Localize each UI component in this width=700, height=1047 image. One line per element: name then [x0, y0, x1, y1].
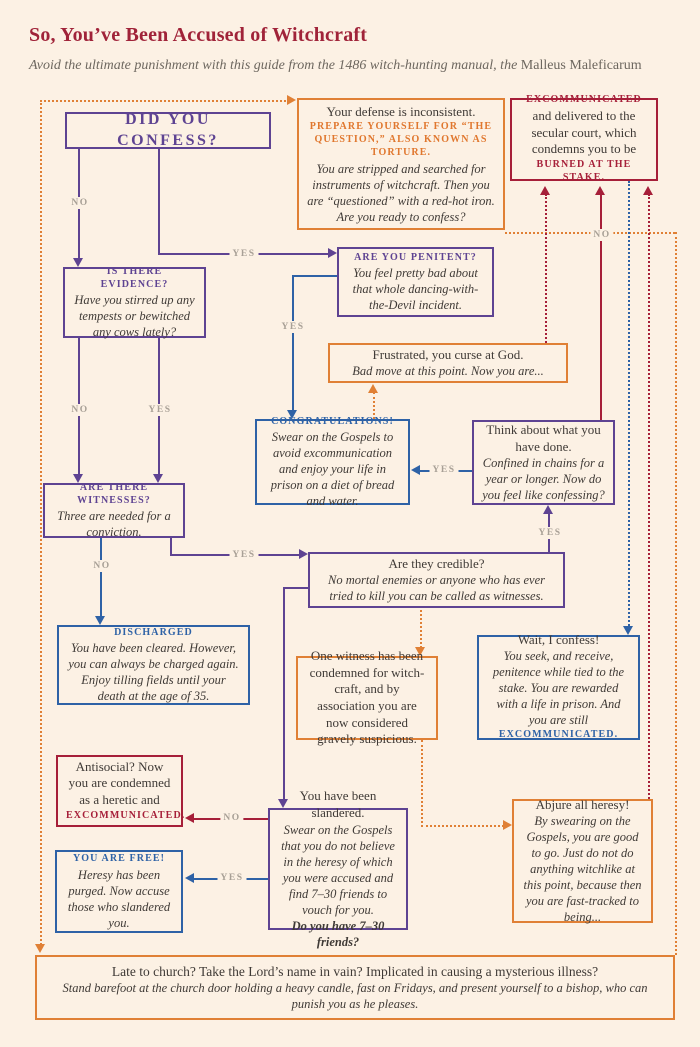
- antisocial-lead: Antisocial? Now you are condemned as a heretic and: [68, 758, 171, 807]
- torture-head: PREPARE YOURSELF FOR “THE QUESTION,” ALSO KNOWN AS TORTURE.: [309, 121, 493, 158]
- arrow-into-abjure: [503, 820, 512, 830]
- edge-confess-no-label: NO: [68, 197, 91, 209]
- witnesses-head: ARE THERE WITNESSES?: [77, 481, 151, 506]
- edge-credible-no-line-v: [283, 587, 285, 800]
- node-minor-offenses: [35, 955, 675, 1020]
- edge-slandered-no-label: NO: [220, 812, 243, 824]
- node-think-about-it: [472, 420, 615, 505]
- edge-penitent-yes-line-h: [292, 275, 337, 277]
- edge-witnesses-no-label: NO: [90, 560, 113, 572]
- evidence-head: IS THERE EVIDENCE?: [100, 265, 169, 290]
- free-head: YOU ARE FREE!: [72, 853, 166, 865]
- slandered-lead: You have been slandered.: [299, 788, 377, 820]
- torture-body: You are stripped and searched for instruments of witchcraft. Then you are “questioned” with a red-hot iron. Are you ready to confess?: [307, 161, 495, 224]
- node-one-witness-condemned: [296, 648, 438, 747]
- edge-top-dotted-line: [40, 100, 286, 102]
- arrow-into-discharged: [95, 616, 105, 625]
- arrow-into-credible: [299, 549, 308, 559]
- penitent-body: You feel pretty bad about that whole dancing-with-the-Devil incident.: [352, 266, 479, 313]
- slandered-foot: Do you have 7–30 friends?: [291, 918, 385, 949]
- penitent-head: ARE YOU PENITENT?: [354, 251, 477, 263]
- waitconfess-foot: EXCOMMUNICATED.: [498, 729, 619, 741]
- edge-confess-yes-label: YES: [230, 248, 259, 260]
- node-discharged: [57, 625, 250, 705]
- subtitle-italic: Avoid the ultimate punishment with this guide from the 1486 witch-hunting manual, the: [29, 58, 521, 73]
- frustrated-body: Bad move at this point. Now you are...: [352, 364, 544, 379]
- waitconfess-lead: Wait, I confess!: [517, 631, 600, 647]
- arrow-into-congratulations-right: [411, 465, 420, 475]
- edge-think-yes-label: YES: [430, 464, 459, 476]
- edge-credible-yes-label: YES: [536, 527, 565, 539]
- node-torture-question: [297, 98, 505, 230]
- think-body: Confined in chains for a year or longer. Now do you feel like confessing?: [482, 456, 605, 503]
- edge-frustrated-to-excomm-line: [545, 194, 547, 343]
- slandered-body: Swear on the Gospels that you do not believe in the heresy of which you were accused and find 7–30 friends to vouch for you.: [281, 822, 395, 917]
- abjure-body: By swearing on the Gospels, you are good to go. Just do not do anything witchlike at this point, because then you are fast-tracked to being...: [523, 814, 642, 925]
- torture-lead: Your defense is inconsistent.: [326, 103, 476, 119]
- node-wait-i-confess: [477, 631, 640, 741]
- arrow-into-torture: [287, 95, 296, 105]
- onewitness-lead: One witness has been condemned for witch-craft, and by association you are now considered gravely suspicious.: [309, 648, 425, 747]
- waitconfess-body: You seek, and receive, penitence while tied to the stake. You are rewarded with a life in prison. And you are still: [492, 649, 625, 728]
- arrow-into-free: [185, 873, 194, 883]
- subtitle-book-name: Malleus Maleficarum: [520, 58, 642, 73]
- antisocial-foot: EXCOMMUNICATED.: [66, 809, 186, 821]
- think-lead: Think about what you have done.: [486, 421, 601, 454]
- edge-confess-yes-line-v: [158, 149, 160, 255]
- frustrated-lead: Frustrated, you curse at God.: [372, 346, 524, 362]
- arrow-into-penitent: [328, 248, 337, 258]
- arrow-into-frustrated: [368, 384, 378, 393]
- edge-right-dotted-line: [675, 232, 677, 955]
- edge-onewitness-to-abjure-line-h: [421, 825, 504, 827]
- node-congratulations: [255, 415, 410, 509]
- node-excommunicated-burned: [510, 94, 658, 183]
- edge-abjure-to-excomm-line: [648, 194, 650, 799]
- edge-onewitness-to-abjure-line-v: [421, 740, 423, 827]
- discharged-head: DISCHARGED: [114, 626, 193, 638]
- excomm-head: EXCOMMUNICATED: [526, 94, 642, 106]
- node-antisocial-heretic: [56, 755, 186, 827]
- arrow-into-think: [543, 505, 553, 514]
- edge-penitent-yes-line-v: [292, 275, 294, 411]
- edge-think-no-label: NO: [590, 229, 613, 241]
- node-are-there-witnesses: [43, 483, 185, 538]
- arrow-into-excomm-2: [595, 186, 605, 195]
- node-did-you-confess: [65, 112, 271, 149]
- minor-body: Stand barefoot at the church door holding a heavy candle, fast on Fridays, and present yourself to a bishop, who can punish you as he pleases.: [62, 981, 648, 1012]
- edge-think-no-line: [600, 194, 602, 420]
- abjure-lead: Abjure all heresy!: [535, 796, 630, 812]
- confess-title: DID YOU CONFESS?: [117, 111, 219, 149]
- minor-lead: Late to church? Take the Lord’s name in vain? Implicated in causing a mysterious illness?: [111, 963, 599, 979]
- arrow-into-excomm-3: [643, 186, 653, 195]
- edge-penitent-yes-label: YES: [279, 321, 308, 333]
- evidence-body: Have you stirred up any tempests or bewitched any cows lately?: [74, 293, 195, 340]
- edge-evidence-yes-label: YES: [146, 404, 175, 416]
- page-title: So, You’ve Been Accused of Witchcraft: [29, 24, 368, 46]
- congratulations-head: CONGRATULATIONS!: [271, 415, 394, 427]
- page-subtitle: [29, 58, 642, 74]
- edge-evidence-no-label: NO: [68, 404, 91, 416]
- edge-witnesses-yes-label: YES: [230, 549, 259, 561]
- edge-left-dotted-line: [40, 100, 42, 945]
- witnesses-body: Three are needed for a conviction.: [57, 509, 171, 540]
- node-you-have-been-slandered: [268, 788, 408, 949]
- node-abjure-all-heresy: [512, 796, 653, 925]
- excomm-foot: BURNED AT THE STAKE.: [536, 159, 632, 183]
- edge-credible-no-line-h: [283, 587, 308, 589]
- node-frustrated-curse: [328, 343, 568, 383]
- edge-excomm-to-waitconfess-line: [628, 181, 630, 626]
- edge-credible-to-onewitness-line: [420, 610, 422, 648]
- arrow-into-antisocial: [185, 813, 194, 823]
- excomm-body: and delivered to the secular court, which condemns you to be: [531, 108, 637, 157]
- node-you-are-free: [55, 850, 183, 933]
- congratulations-body: Swear on the Gospels to avoid excommunication and enjoy your life in prison on a diet of bread and water.: [270, 430, 395, 509]
- edge-slandered-yes-label: YES: [218, 872, 247, 884]
- node-is-there-evidence: [63, 267, 206, 338]
- arrow-into-excomm-1: [540, 186, 550, 195]
- credible-lead: Are they credible?: [388, 555, 485, 571]
- discharged-body: You have been cleared. However, you can always be charged again. Enjoy tilling fields until your death at the age of 35.: [68, 641, 239, 704]
- credible-body: No mortal enemies or anyone who has ever tried to kill you can be called as witnesses.: [328, 573, 545, 604]
- node-are-they-credible: [308, 552, 565, 608]
- free-body: Heresy has been purged. Now accuse those who slandered you.: [67, 867, 171, 930]
- arrow-into-minor-offenses-left: [35, 944, 45, 953]
- node-are-you-penitent: [337, 247, 494, 317]
- edge-witnesses-no-line: [100, 537, 102, 617]
